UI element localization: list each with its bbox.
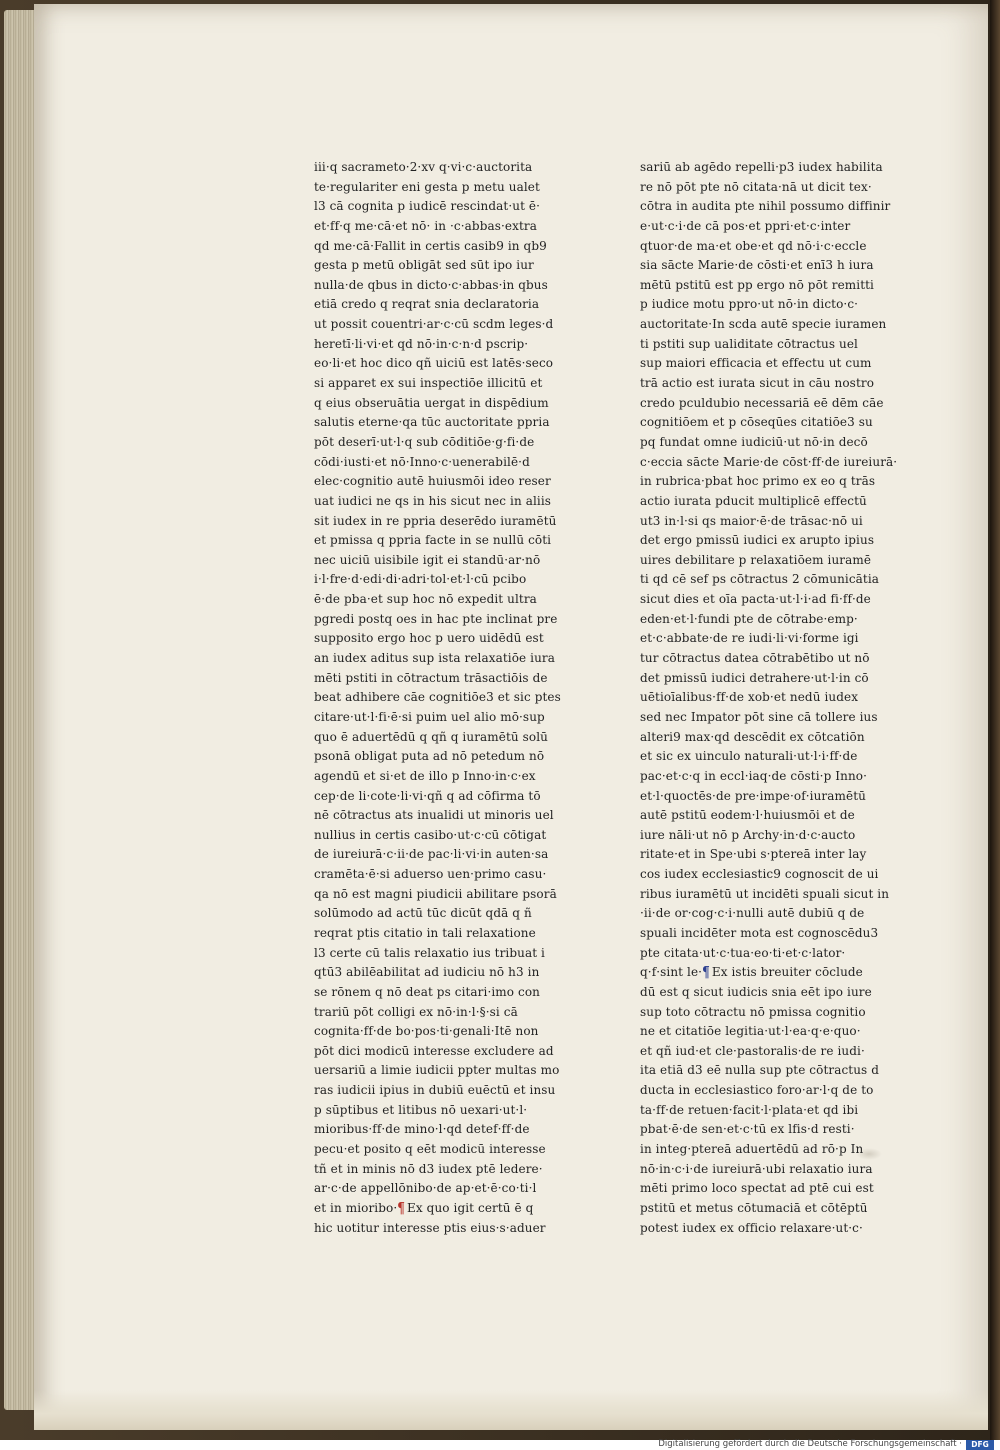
text-line: se rōnem q nō deat ps citari·imo con: [314, 984, 541, 999]
text-line: nulla·de qbus in dicto·c·abbas·in qbus: [314, 277, 548, 292]
text-line: mēti primo loco spectat ad ptē cui est: [640, 1181, 874, 1196]
text-line: mēti pstiti in cōtractum trāsactiōis de: [314, 670, 548, 685]
dfg-logo: DFG: [966, 1440, 994, 1450]
text-line: ē·de pba·et sup hoc nō expedit ultra: [314, 592, 537, 607]
text-line: pte citata·ut·c·tua·eo·ti·et·c·lator·: [640, 945, 846, 960]
text-line: uersariū a limie iudicii ppter multas mo: [314, 1063, 560, 1078]
page-fold-shadow: [34, 1390, 988, 1430]
text-line: ut possit couentri·ar·c·cū scdm leges·d: [314, 317, 554, 332]
text-line: l3 certe cū talis relaxatio ius tribuat i: [314, 945, 545, 960]
text-line: et qñ iud·et cle·pastoralis·de re iudi·: [640, 1043, 865, 1058]
text-line: mētū pstitū est pp ergo nō pōt remitti: [640, 277, 874, 292]
text-line: sup maiori efficacia et effectu ut cum: [640, 356, 872, 371]
text-line: heretī·li·vi·et qd nō·in·c·n·d pscrip·: [314, 336, 529, 351]
text-line: ducta in ecclesiastico foro·ar·l·q de to: [640, 1083, 874, 1098]
page-edges: [4, 10, 38, 1410]
text-line: sariū ab agēdo repelli·p3 iudex habilita: [640, 160, 883, 174]
text-line: autē pstitū eodem·l·huiusmōi et de: [640, 808, 855, 823]
text-line: nē cōtractus ats inualidi ut minoris uel: [314, 808, 554, 823]
text-line: trariū pōt colligi ex nō·in·l·§·si cā: [314, 1004, 518, 1019]
right-mid-text: Ex istis breuiter cōclude: [711, 965, 863, 980]
text-line: eo·li·et hoc dico qñ uiciū est latēs·seco: [314, 356, 554, 371]
text-line: sed nec Impator pōt sine cā tollere ius: [640, 709, 878, 724]
text-line: et·c·abbate·de re iudi·li·vi·forme igi: [640, 631, 859, 646]
left-column-lines: [314, 158, 564, 1199]
text-line: qd me·cā·Fallit in certis casib9 in qb9: [314, 238, 547, 253]
text-line: ·ii·de or·cog·c·i·nulli autē dubiū q de: [640, 906, 865, 921]
text-line: nec uiciū uisibile igit ei standū·ar·nō: [314, 552, 541, 567]
text-line: agendū et si·et de illo p Inno·in·c·ex: [314, 768, 536, 783]
text-line: p sūptibus et litibus nō uexari·ut·l·: [314, 1102, 528, 1117]
text-line: trā actio est iurata sicut in cāu nostro: [640, 376, 875, 391]
text-line: qtuor·de ma·et obe·et qd nō·i·c·eccle: [640, 238, 867, 253]
text-line: cos iudex ecclesiastic9 cognoscit de ui: [640, 867, 879, 882]
text-line: qtū3 abilēabilitat ad iudiciu nō h3 in: [314, 965, 540, 980]
text-line: in integ·ptereā aduertēdū ad rō·p In: [640, 1142, 864, 1157]
text-line: uat iudici ne qs in his sicut nec in aliis: [314, 493, 552, 508]
text-line: reqrat ptis citatio in tali relaxatione: [314, 925, 536, 940]
text-line: uires debilitare p relaxatiōem iuramē: [640, 552, 872, 567]
text-line: supposito ergo hoc p uero uidēdū est: [314, 631, 544, 646]
text-line: actio iurata pducit multiplicē effectū: [640, 493, 867, 508]
text-line: ti pstiti sup ualiditate cōtractus uel: [640, 336, 858, 351]
text-line: iii·q sacrameto·2·xv q·vi·c·auctorita: [314, 160, 533, 174]
text-line: quo ē aduertēdū q qñ q iuramētū solū: [314, 729, 548, 744]
text-line: et sic ex uinculo naturali·ut·l·i·ff·de: [640, 749, 858, 764]
text-line: ritate·et in Spe·ubi s·ptereā inter lay: [640, 847, 867, 862]
text-line: alteri9 max·qd descēdit ex cōtcatiōn: [640, 729, 865, 744]
text-line: eden·et·l·fundi pte de cōtrabe·emp·: [640, 611, 858, 626]
text-line: p iudice motu ppro·ut nō·in dicto·c·: [640, 297, 859, 312]
left-column-last-line: hic uotitur interesse ptis eius·s·aduer: [314, 1220, 546, 1235]
right-column-lines: [640, 158, 898, 963]
paragraph-mark-icon: ¶: [702, 963, 710, 981]
text-line: i·l·fre·d·edi·di·adri·tol·et·l·cū pcibo: [314, 572, 527, 587]
text-line: in rubrica·pbat hoc primo ex eo q trās: [640, 474, 876, 489]
text-line: cep·de li·cote·li·vi·qñ q ad cōfirma tō: [314, 788, 541, 803]
text-line: gesta p metū obligāt sed sūt ipo iur: [314, 258, 534, 273]
text-line: qa nō est magni piudicii abilitare psorā: [314, 886, 557, 901]
text-line: mioribus·ff·de mino·l·qd detef·ff·de: [314, 1122, 530, 1137]
text-line: psonā obligat puta ad nō petedum nō: [314, 749, 545, 764]
text-line: ut3 in·l·si qs maior·ē·de trāsac·nō ui: [640, 513, 863, 528]
text-line: sit iudex in re ppria deserēdo iuramētū: [314, 513, 557, 528]
text-line: pecu·et posito q eēt modicū interesse: [314, 1142, 546, 1157]
text-line: ti qd cē sef ps cōtractus 2 cōmunicātia: [640, 572, 880, 587]
text-line: pac·et·c·q in eccl·iaq·de cōsti·p Inno·: [640, 768, 868, 783]
text-line: credo pculdubio necessariā eē dēm cāe: [640, 395, 884, 410]
text-line: iure nāli·ut nō p Archy·in·d·c·aucto: [640, 827, 856, 842]
text-line: q eius obseruātia uergat in dispēdium: [314, 395, 549, 410]
right-column-lines-after: [640, 983, 880, 1238]
text-line: solūmodo ad actū tūc dicūt qdā q ñ: [314, 906, 532, 921]
text-line: pq fundat omne iudiciū·ut nō·in decō: [640, 434, 868, 449]
text-line: e·ut·c·i·de cā pos·et ppri·et·c·inter: [640, 218, 851, 233]
text-line: potest iudex ex officio relaxare·ut·c·: [640, 1220, 863, 1235]
text-line: dū est q sicut iudicis snia eēt ipo iure: [640, 984, 872, 999]
text-line: uētioīalibus·ff·de xob·et nedū iudex: [640, 690, 859, 705]
paper-stain: [856, 1148, 882, 1160]
binding-edge: [990, 0, 1000, 1440]
text-line: te·regulariter eni gesta p metu ualet: [314, 179, 540, 194]
right-column-rubric-line: [640, 963, 880, 983]
text-line: nō·in·c·i·de iureiurā·ubi relaxatio iura: [640, 1161, 873, 1176]
text-line: de iureiurā·c·ii·de pac·li·vi·in auten·sa: [314, 847, 549, 862]
text-line: elec·cognitio autē huiusmōi ideo reser: [314, 474, 551, 489]
text-line: pbat·ē·de sen·et·c·tū ex lfis·d resti·: [640, 1122, 855, 1137]
text-line: c·eccia sācte Marie·de cōst·ff·de iureiurā·: [640, 454, 898, 469]
text-line: ne et citatiōe legitia·ut·l·ea·q·e·quo·: [640, 1024, 861, 1039]
text-line: beat adhibere cāe cognitiōe3 et sic ptes: [314, 690, 561, 705]
text-line: ta·ff·de retuen·facit·l·plata·et qd ibi: [640, 1102, 859, 1117]
text-line: re nō pōt pte nō citata·nā ut dicit tex·: [640, 179, 872, 194]
text-line: et·l·quoctēs·de pre·impe·of·iuramētū: [640, 788, 866, 803]
left-tail-prefix: et in mioribo·: [314, 1200, 398, 1215]
text-line: ribus iuramētū ut incidēti spuali sicut in: [640, 886, 890, 901]
text-line: sup toto cōtractu nō pmissa cognitio: [640, 1004, 866, 1019]
left-text-column: [314, 158, 564, 1235]
text-line: auctoritate·In scda autē specie iuramen: [640, 317, 887, 332]
text-line: det pmissū iudici detrahere·ut·l·in cō: [640, 670, 869, 685]
text-line: cramēta·ē·si aduerso uen·primo casu·: [314, 867, 547, 882]
text-line: spuali incidēter mota est cognoscēdu3: [640, 925, 879, 940]
text-line: cognita·ff·de bo·pos·ti·genali·Itē non: [314, 1024, 539, 1039]
text-line: pgredi postq oes in hac pte inclinat pre: [314, 611, 558, 626]
text-line: tñ et in minis nō d3 iudex ptē ledere·: [314, 1161, 543, 1176]
paragraph-mark-icon: ¶: [397, 1198, 406, 1217]
text-line: pōt dici modicū interesse excludere ad: [314, 1043, 554, 1058]
text-line: et pmissa q ppria facte in se nullū cōti: [314, 533, 552, 548]
text-line: salutis eterne·qa tūc auctoritate ppria: [314, 415, 550, 430]
footer-bar: [0, 1440, 1000, 1450]
text-line: det ergo pmissū iudici ex arupto ipius: [640, 533, 875, 548]
text-line: etiā credo q reqrat snia declaratoria: [314, 297, 540, 312]
text-line: pstitū et metus cōtumaciā et cōtēptū: [640, 1200, 868, 1215]
text-line: cognitiōem et p cōseqūes citatiōe3 su: [640, 415, 873, 430]
footer-credit: Digitalisierung gefördert durch die Deutsche Forschungsgemeinschaft ·: [658, 1439, 962, 1449]
left-tail-text: Ex quo igit certū ē q: [407, 1200, 534, 1215]
text-line: et·ff·q me·cā·et nō· in ·c·abbas·extra: [314, 218, 537, 233]
right-mid-prefix: q·f·sint le·: [640, 965, 703, 980]
left-column-rubric-line: [314, 1199, 564, 1219]
text-line: an iudex aditus sup ista relaxatiōe iura: [314, 651, 556, 666]
text-line: ita etiā d3 eē nulla sup pte cōtractus d: [640, 1063, 879, 1078]
text-line: l3 cā cognita p iudicē rescindat·ut ē·: [314, 199, 541, 214]
text-line: ras iudicii ipius in dubiū euēctū et insu: [314, 1083, 556, 1098]
text-line: si apparet ex sui inspectiōe illicitū et: [314, 376, 543, 391]
right-text-column: [640, 158, 898, 1235]
text-line: cōdi·iusti·et nō·Inno·c·uenerabilē·d: [314, 454, 530, 469]
text-line: citare·ut·l·fi·ē·si puim uel alio mō·sup: [314, 709, 545, 724]
text-line: nullius in certis casibo·ut·c·cū cōtigat: [314, 827, 547, 842]
text-line: sicut dies et oīa pacta·ut·l·i·ad fi·ff·de: [640, 592, 871, 607]
text-line: cōtra in audita pte nihil possumo diffinir: [640, 199, 891, 214]
text-line: sia sācte Marie·de cōsti·et enī3 h iura: [640, 258, 874, 273]
text-line: ar·c·de appellōnibo·de ap·et·ē·co·ti·l: [314, 1181, 537, 1196]
text-line: pōt deserī·ut·l·q sub cōditiōe·g·fi·de: [314, 434, 535, 449]
text-line: tur cōtractus datea cōtrabētibo ut nō: [640, 651, 870, 666]
